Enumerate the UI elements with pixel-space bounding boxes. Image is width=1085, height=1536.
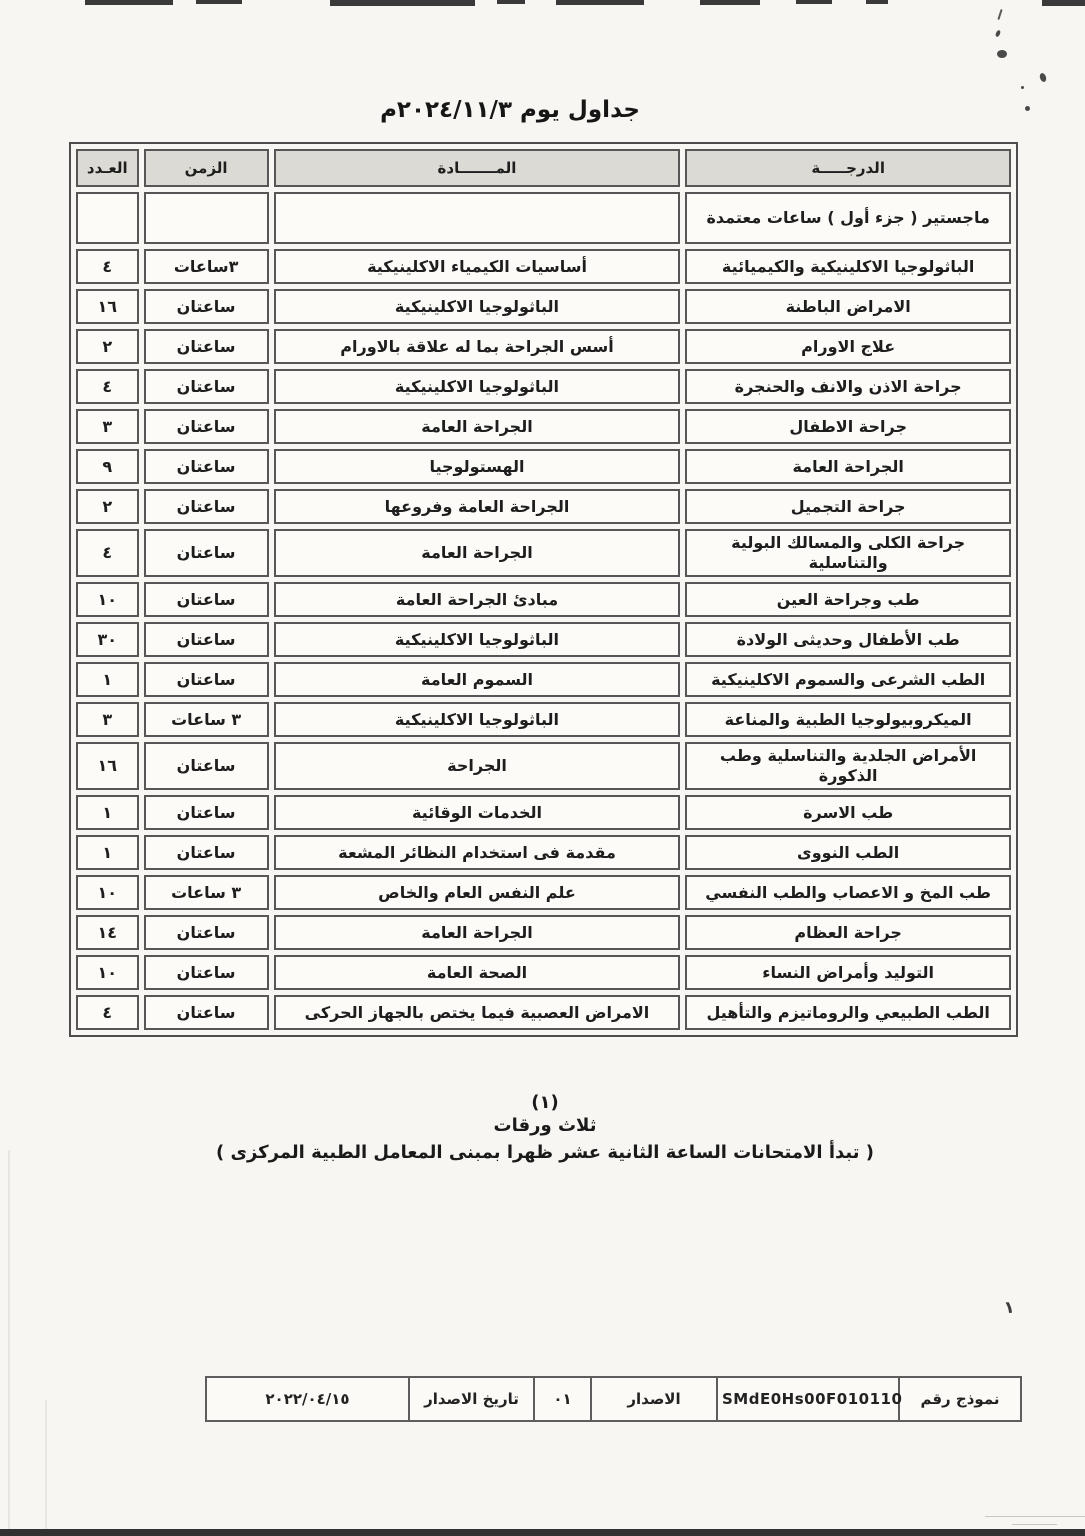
subject-cell: الباثولوجيا الاكلينيكية	[274, 369, 681, 404]
degree-cell: جراحة العظام	[685, 915, 1011, 950]
time-column-header: الزمن	[144, 149, 269, 187]
subject-cell: الجراحة	[274, 742, 681, 790]
scan-artifact	[700, 0, 760, 5]
empty-cell	[76, 192, 139, 244]
count-cell: ١	[76, 835, 139, 870]
time-cell: ساعتان	[144, 449, 269, 484]
table-row	[76, 249, 1011, 284]
degree-cell: الطب الطبيعي والروماتيزم والتأهيل	[685, 995, 1011, 1030]
time-cell: ساعتان	[144, 622, 269, 657]
subject-cell: أسس الجراحة بما له علاقة بالاورام	[274, 329, 681, 364]
degree-cell: طب الأطفال وحديثى الولادة	[685, 622, 1011, 657]
time-cell: ٣ ساعات	[144, 875, 269, 910]
time-cell: ٣ساعات	[144, 249, 269, 284]
degree-cell: الأمراض الجلدية والتناسلية وطب الذكورة	[685, 742, 1011, 790]
time-cell: ساعتان	[144, 662, 269, 697]
count-cell: ٤	[76, 249, 139, 284]
issue-label: الاصدار	[591, 1377, 717, 1421]
degree-cell: الامراض الباطنة	[685, 289, 1011, 324]
degree-cell: الباثولوجيا الاكلينيكية والكيميائية	[685, 249, 1011, 284]
degree-cell: التوليد وأمراض النساء	[685, 955, 1011, 990]
time-cell: ٣ ساعات	[144, 702, 269, 737]
degree-cell: الجراحة العامة	[685, 449, 1011, 484]
table-row	[76, 702, 1011, 737]
subheader-row	[76, 192, 1011, 244]
table-row	[76, 955, 1011, 990]
issue-date-value: ٢٠٢٢/٠٤/١٥	[206, 1377, 409, 1421]
subject-cell: علم النفس العام والخاص	[274, 875, 681, 910]
subject-cell: الهستولوجيا	[274, 449, 681, 484]
degree-cell: جراحة الكلى والمسالك البولية والتناسلية	[685, 529, 1011, 577]
degree-cell: الميكروبيولوجيا الطبية والمناعة	[685, 702, 1011, 737]
table-row	[76, 409, 1011, 444]
ink-speck	[1039, 72, 1048, 83]
time-cell: ساعتان	[144, 795, 269, 830]
time-cell: ساعتان	[144, 995, 269, 1030]
issue-date-label: تاريخ الاصدار	[409, 1377, 534, 1421]
table-row	[76, 915, 1011, 950]
time-cell: ساعتان	[144, 369, 269, 404]
table-row	[76, 875, 1011, 910]
form-number-label: نموذج رقم	[899, 1377, 1021, 1421]
time-cell: ساعتان	[144, 582, 269, 617]
scan-artifact	[796, 0, 832, 4]
table-row	[76, 582, 1011, 617]
sheet-number: (١)	[531, 1092, 559, 1113]
scan-artifact	[866, 0, 888, 4]
table-row	[76, 529, 1011, 577]
empty-cell	[274, 192, 681, 244]
subject-cell: الجراحة العامة	[274, 409, 681, 444]
scan-artifact	[497, 0, 525, 4]
subject-column-header: المـــــــادة	[274, 149, 681, 187]
scan-artifact	[85, 0, 173, 5]
form-footer-row	[206, 1377, 1021, 1421]
count-cell: ١٤	[76, 915, 139, 950]
degree-cell: الطب الشرعى والسموم الاكلينيكية	[685, 662, 1011, 697]
subject-cell: الخدمات الوقائية	[274, 795, 681, 830]
degree-column-header: الدرجـــــة	[685, 149, 1011, 187]
degree-cell: جراحة الاذن والانف والحنجرة	[685, 369, 1011, 404]
scan-artifact	[556, 0, 644, 5]
page-title: جداول يوم ٢٠٢٤/١١/٣م	[380, 97, 640, 123]
degree-cell: علاج الاورام	[685, 329, 1011, 364]
subject-cell: الجراحة العامة	[274, 915, 681, 950]
count-cell: ٤	[76, 369, 139, 404]
subject-cell: الامراض العصبية فيما يختص بالجهاز الحركى	[274, 995, 681, 1030]
time-cell: ساعتان	[144, 915, 269, 950]
count-cell: ٣	[76, 409, 139, 444]
degree-cell: جراحة الاطفال	[685, 409, 1011, 444]
handwritten-mark: ١	[1002, 1297, 1016, 1319]
count-cell: ٢	[76, 329, 139, 364]
count-column-header: العـدد	[76, 149, 139, 187]
degree-cell: جراحة التجميل	[685, 489, 1011, 524]
degree-group-label: ماجستير ( جزء أول ) ساعات معتمدة	[685, 192, 1011, 244]
table-row	[76, 449, 1011, 484]
degree-cell: طب وجراحة العين	[685, 582, 1011, 617]
scan-artifact	[196, 0, 242, 4]
ink-speck	[1025, 106, 1030, 111]
degree-cell: الطب النووى	[685, 835, 1011, 870]
count-cell: ٣٠	[76, 622, 139, 657]
scan-streak	[8, 1150, 10, 1536]
table-row	[76, 622, 1011, 657]
table-row	[76, 795, 1011, 830]
form-code-value: SMdE0Hs00F010110	[717, 1377, 899, 1421]
count-cell: ٤	[76, 529, 139, 577]
count-cell: ١٠	[76, 955, 139, 990]
issue-value: ٠١	[534, 1377, 591, 1421]
count-cell: ١٦	[76, 289, 139, 324]
count-cell: ١٠	[76, 582, 139, 617]
time-cell: ساعتان	[144, 409, 269, 444]
subject-cell: أساسيات الكيمياء الاكلينيكية	[274, 249, 681, 284]
count-cell: ٣	[76, 702, 139, 737]
time-cell: ساعتان	[144, 489, 269, 524]
time-cell: ساعتان	[144, 329, 269, 364]
subject-cell: الباثولوجيا الاكلينيكية	[274, 289, 681, 324]
count-cell: ١٦	[76, 742, 139, 790]
table-row	[76, 835, 1011, 870]
time-cell: ساعتان	[144, 835, 269, 870]
subject-cell: الباثولوجيا الاكلينيكية	[274, 622, 681, 657]
table-row	[76, 489, 1011, 524]
header-row	[76, 149, 1011, 187]
scan-bottom-edge	[0, 1529, 1085, 1536]
time-cell: ساعتان	[144, 955, 269, 990]
count-cell: ٤	[76, 995, 139, 1030]
count-cell: ١	[76, 662, 139, 697]
time-cell: ساعتان	[144, 529, 269, 577]
table-row	[76, 369, 1011, 404]
papers-note: ثلاث ورقات	[493, 1115, 597, 1136]
count-cell: ٩	[76, 449, 139, 484]
scan-artifact	[330, 0, 475, 6]
subject-cell: الجراحة العامة وفروعها	[274, 489, 681, 524]
subject-cell: مبادئ الجراحة العامة	[274, 582, 681, 617]
count-cell: ١٠	[76, 875, 139, 910]
empty-cell	[144, 192, 269, 244]
time-cell: ساعتان	[144, 289, 269, 324]
table-row	[76, 329, 1011, 364]
time-cell: ساعتان	[144, 742, 269, 790]
form-footer-table	[205, 1376, 1022, 1422]
scan-artifact	[1042, 0, 1085, 6]
subject-cell: الصحة العامة	[274, 955, 681, 990]
table-row	[76, 662, 1011, 697]
exam-schedule-table	[69, 142, 1018, 1037]
degree-cell: طب المخ و الاعصاب والطب النفسي	[685, 875, 1011, 910]
count-cell: ١	[76, 795, 139, 830]
count-cell: ٢	[76, 489, 139, 524]
scan-artifact	[1012, 1524, 1057, 1525]
table-row	[76, 742, 1011, 790]
exam-start-note: ( تبدأ الامتحانات الساعة الثانية عشر ظهرا بمبنى المعامل الطبية المركزى )	[215, 1142, 875, 1163]
table-row	[76, 995, 1011, 1030]
ink-speck	[1021, 86, 1024, 89]
subject-cell: مقدمة فى استخدام النظائر المشعة	[274, 835, 681, 870]
scan-streak	[45, 1400, 47, 1530]
subject-cell: الباثولوجيا الاكلينيكية	[274, 702, 681, 737]
subject-cell: السموم العامة	[274, 662, 681, 697]
ink-speck	[997, 9, 1002, 20]
ink-speck	[995, 29, 1002, 37]
scan-artifact	[985, 1516, 1085, 1517]
notes-block	[0, 1092, 1085, 1163]
degree-cell: طب الاسرة	[685, 795, 1011, 830]
table-row	[76, 289, 1011, 324]
ink-speck	[997, 50, 1007, 58]
subject-cell: الجراحة العامة	[274, 529, 681, 577]
